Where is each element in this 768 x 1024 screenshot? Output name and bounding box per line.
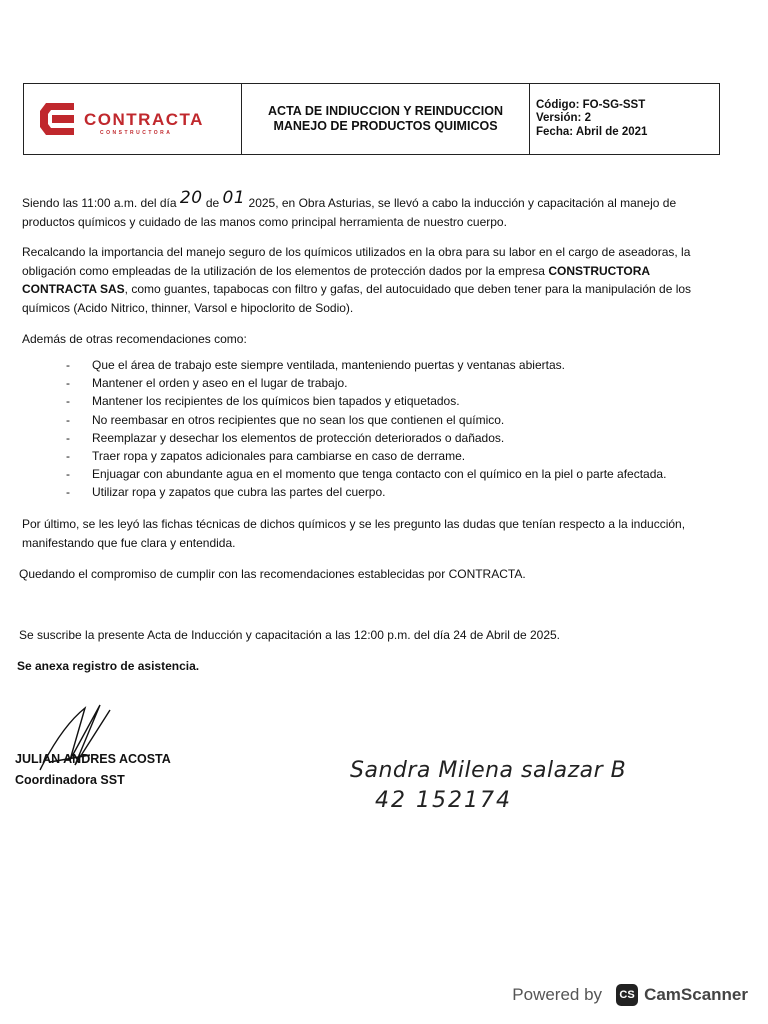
list-item: - Enjuagar con abundante agua en el momento que tenga contacto con el químico en la piel o parte afectada. — [66, 467, 667, 482]
logo-text: CONTRACTA — [83, 110, 204, 129]
importance-paragraph: Recalcando la importancia del manejo seguro de los químicos utilizados en la obra para su labor en el cargo de aseadoras, la obligación como empleadas de la utilización de los elementos de protección dados por la empresa CONSTRUCTORA CONTRACTA SAS, como guantes, tapabocas con filtro y gafas, del autocuidado que deben tener para la manipulación de los químicos (Acido Nitrico, thinner, Varsol e hipoclorito de Sodio). — [22, 245, 692, 315]
document-date: Fecha: Abril de 2021 — [536, 125, 648, 138]
document-title — [242, 84, 530, 154]
list-item: - Traer ropa y zapatos adicionales para cambiarse en caso de derrame. — [66, 449, 466, 464]
attendance-note: Se anexa registro de asistencia. — [17, 659, 200, 673]
list-item: - No reembasar en otros recipientes que no sean los que contienen el químico. — [66, 412, 505, 427]
list-item: - Reemplazar y desechar los elementos de protección deteriorados o dañados. — [66, 430, 505, 445]
title-line-1: ACTA DE INDIUCCION Y REINDUCCION — [268, 104, 503, 118]
powered-by-label: Powered by — [512, 985, 603, 1004]
subscription-paragraph: Se suscribe la presente Acta de Inducción y capacitación a las 12:00 p.m. del día 24 de Abril de 2025. — [19, 628, 561, 642]
intro-paragraph: Siendo las 11:00 a.m. del día 20 de 01 2025, en Obra Asturias, se llevó a cabo la inducción y capacitación al manejo de productos químicos y cuidado de las manos como principal herramienta de nuestro cuerpo. — [22, 188, 677, 229]
contracta-logo-icon — [38, 97, 228, 141]
signer-role: Coordinadora SST — [15, 773, 125, 787]
handwritten-id-number: 42 152174 — [375, 788, 512, 813]
list-item: - Mantener el orden y aseo en el lugar de trabajo. — [66, 376, 348, 391]
list-item: - Utilizar ropa y zapatos que cubra las partes del cuerpo. — [66, 485, 386, 500]
document-version: Versión: 2 — [536, 112, 591, 125]
handwritten-month: 01 — [222, 188, 246, 208]
camscanner-name: CamScanner — [644, 985, 748, 1004]
recommendations-heading: Además de otras recomendaciones como: — [22, 332, 247, 346]
list-item: - Mantener los recipientes de los químicos bien tapados y etiquetados. — [66, 394, 460, 409]
commitment-paragraph: Quedando el compromiso de cumplir con las recomendaciones establecidas por CONTRACTA. — [19, 567, 526, 581]
signer-name: JULIAN ANDRES ACOSTA — [15, 752, 171, 766]
list-item: - Que el área de trabajo este siempre ventilada, manteniendo puertas y ventanas abiertas. — [66, 358, 565, 372]
camscanner-icon: CS — [616, 984, 638, 1006]
handwritten-signature-name: Sandra Milena salazar B — [350, 758, 627, 783]
logo-subtext: CONSTRUCTORA — [99, 130, 172, 136]
document-header — [23, 83, 720, 155]
company-logo — [24, 84, 242, 154]
scanner-footer — [512, 984, 748, 1006]
handwritten-day: 20 — [179, 188, 203, 208]
company-name: CONSTRUCTORA CONTRACTA SAS — [22, 263, 650, 296]
document-code: Código: FO-SG-SST — [536, 98, 646, 111]
closing-paragraph: Por último, se les leyó las fichas técnicas de dichos químicos y se les pregunto las dudas que tenían respecto a la inducción, manifestando que fue clara y entendida. — [22, 517, 686, 550]
recommendations-list — [66, 356, 666, 502]
document-meta — [530, 84, 719, 154]
title-line-2: MANEJO DE PRODUCTOS QUIMICOS — [273, 119, 498, 133]
